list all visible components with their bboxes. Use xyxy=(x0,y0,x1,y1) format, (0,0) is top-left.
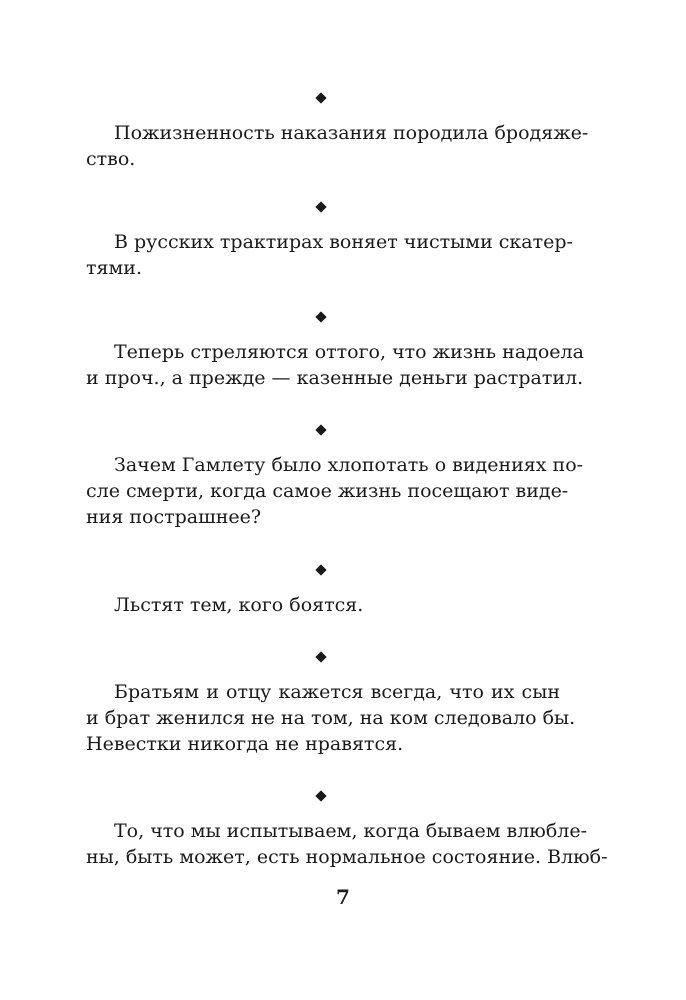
aphorism-line: и проч., а прежде — казенные деньги растратил. xyxy=(86,367,584,389)
aphorism-5 xyxy=(86,592,560,618)
aphorism-line: Невестки никогда не нравятся. xyxy=(86,733,404,755)
aphorism-1 xyxy=(86,120,589,172)
aphorism-line: Льстят тем, кого боятся. xyxy=(114,594,364,616)
aphorism-2 xyxy=(86,229,573,281)
aphorism-line: В русских трактирах воняет чистыми скатер- xyxy=(114,231,573,253)
aphorism-line: То, что мы испытываем, когда бываем влюбле- xyxy=(114,820,587,842)
separator-diamond-icon xyxy=(315,564,326,575)
page-number: 7 xyxy=(336,885,350,909)
separator-diamond-icon xyxy=(315,201,326,212)
separator-diamond-icon xyxy=(315,424,326,435)
aphorism-7 xyxy=(86,818,608,870)
separator-diamond-icon xyxy=(315,790,326,801)
aphorism-line: сле смерти, когда самое жизнь посещают виде- xyxy=(86,480,569,502)
aphorism-line: ны, быть может, есть нормальное состояние. Влюб- xyxy=(86,846,608,868)
aphorism-3 xyxy=(86,339,584,391)
aphorism-4 xyxy=(86,452,584,530)
aphorism-line: Пожизненность наказания породила бродяже- xyxy=(114,122,589,144)
separator-diamond-icon xyxy=(315,92,326,103)
separator-diamond-icon xyxy=(315,311,326,322)
aphorism-line: ство. xyxy=(86,148,136,170)
aphorism-line: Зачем Гамлету было хлопотать о видениях по- xyxy=(114,454,584,476)
separator-diamond-icon xyxy=(315,651,326,662)
aphorism-line: Братьям и отцу кажется всегда, что их сын xyxy=(114,681,560,703)
aphorism-line: тями. xyxy=(86,257,142,279)
aphorism-line: Теперь стреляются оттого, что жизнь надоела xyxy=(114,341,584,363)
aphorism-line: и брат женился не на том, на ком следовало бы. xyxy=(86,707,576,729)
aphorism-6 xyxy=(86,679,576,757)
aphorism-line: ния пострашнее? xyxy=(86,506,262,528)
